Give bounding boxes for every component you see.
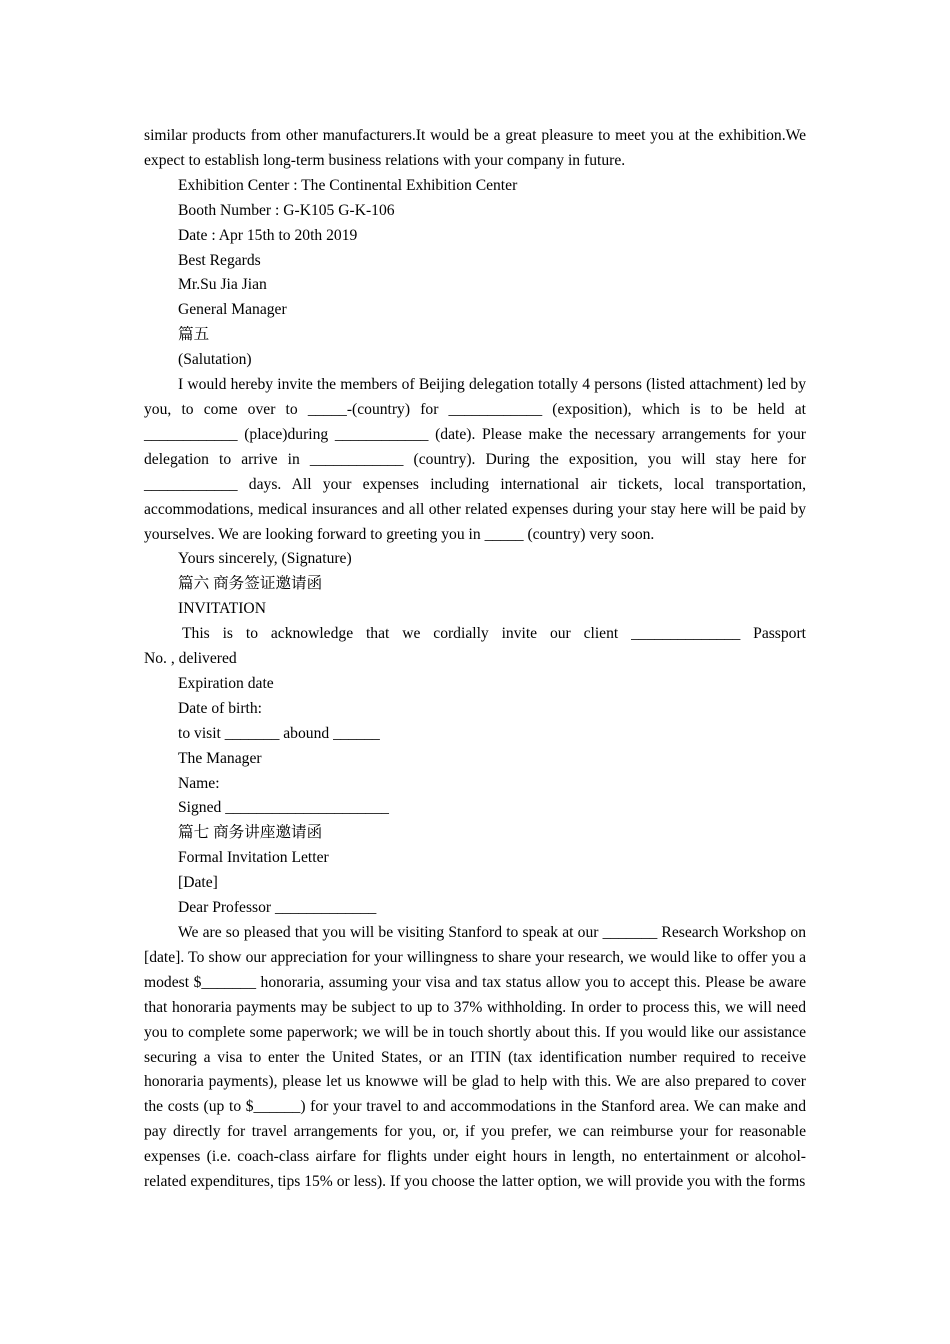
manager-line: The Manager	[178, 749, 262, 767]
letter5-heading: 篇五	[178, 326, 210, 344]
passport-label: Passport	[753, 625, 806, 643]
letter7-greeting: Dear Professor _____________	[178, 899, 377, 917]
name-line: Name:	[178, 774, 220, 792]
regards-line: Best Regards	[178, 251, 261, 269]
letter5-body: I would hereby invite the members of Beijing delegation totally 4 persons (listed attachment) led by you, to come over to _____-(country) for ____________ (exposition), which is to be held at ____________ (place)during ____________ (date). Please make the necessary arrangements for your delegation to arrive in ____________ (country). During the exposition, you will stay here for ____________ days. All your expenses including international air tickets, local transportation, accommodations, medical insurances and all other related expenses during your stay here will be paid by yourselves. We are looking forward to greeting you in _____ (country) very soon.	[144, 376, 806, 543]
visit-line: to visit _______ abound ______	[178, 724, 380, 742]
letter5-closing: Yours sincerely, (Signature)	[178, 550, 352, 568]
passport-continuation: No. , delivered	[144, 650, 237, 668]
letter7-date: [Date]	[178, 874, 218, 892]
booth-number-line: Booth Number : G-K105 G-K-106	[178, 201, 395, 219]
signer-name: Mr.Su Jia Jian	[178, 276, 267, 294]
letter6-title: INVITATION	[178, 600, 266, 618]
letter5-salutation: (Salutation)	[178, 351, 252, 369]
exhibition-center-line: Exhibition Center : The Continental Exhibition Center	[178, 176, 518, 194]
document-page	[144, 124, 806, 1195]
signer-title: General Manager	[178, 301, 287, 319]
letter7-body: We are so pleased that you will be visiting Stanford to speak at our _______ Research Workshop on [date]. To show our appreciation for your willingness to share your research, we would like to offer you a modest $_______ honoraria, assuming your visa and tax status allow you to accept this. Please be aware that honoraria payments may be subject to up to 37% withholding. In order to process this, we will need you to complete some paperwork; we will be in touch shortly about this. If you would like our assistance securing a visa to enter the United States, or an ITIN (tax identification number required to receive honoraria payments), please let us knowwe will be glad to help with this. We are also prepared to cover the costs (up to $______) for your travel to and accommodations in the Stanford area. We can make and pay directly for travel arrangements for you, or, if you prefer, we can reimburse your for reasonable expenses (i.e. coach-class airfare for flights under eight hours in length, no entertainment or alcohol-related expenditures, tips 15% or less). If you choose the latter option, we will provide you with the forms	[144, 924, 806, 1191]
signed-line: Signed _____________________	[178, 799, 389, 817]
acknowledge-line	[144, 622, 806, 647]
acknowledge-text: This is to acknowledge that we cordially invite our client ______________	[182, 625, 741, 643]
exhibition-date-line: Date : Apr 15th to 20th 2019	[178, 226, 358, 244]
letter7-heading: 篇七 商务讲座邀请函	[178, 824, 323, 842]
letter6-heading: 篇六 商务签证邀请函	[178, 575, 323, 593]
expiration-date-line: Expiration date	[178, 674, 274, 692]
letter4-closing-paragraph: similar products from other manufacturers.It would be a great pleasure to meet you at the exhibition.We expect to establish long-term business relations with your company in future.	[144, 127, 806, 169]
date-of-birth-line: Date of birth:	[178, 699, 263, 717]
letter7-title: Formal Invitation Letter	[178, 849, 329, 867]
